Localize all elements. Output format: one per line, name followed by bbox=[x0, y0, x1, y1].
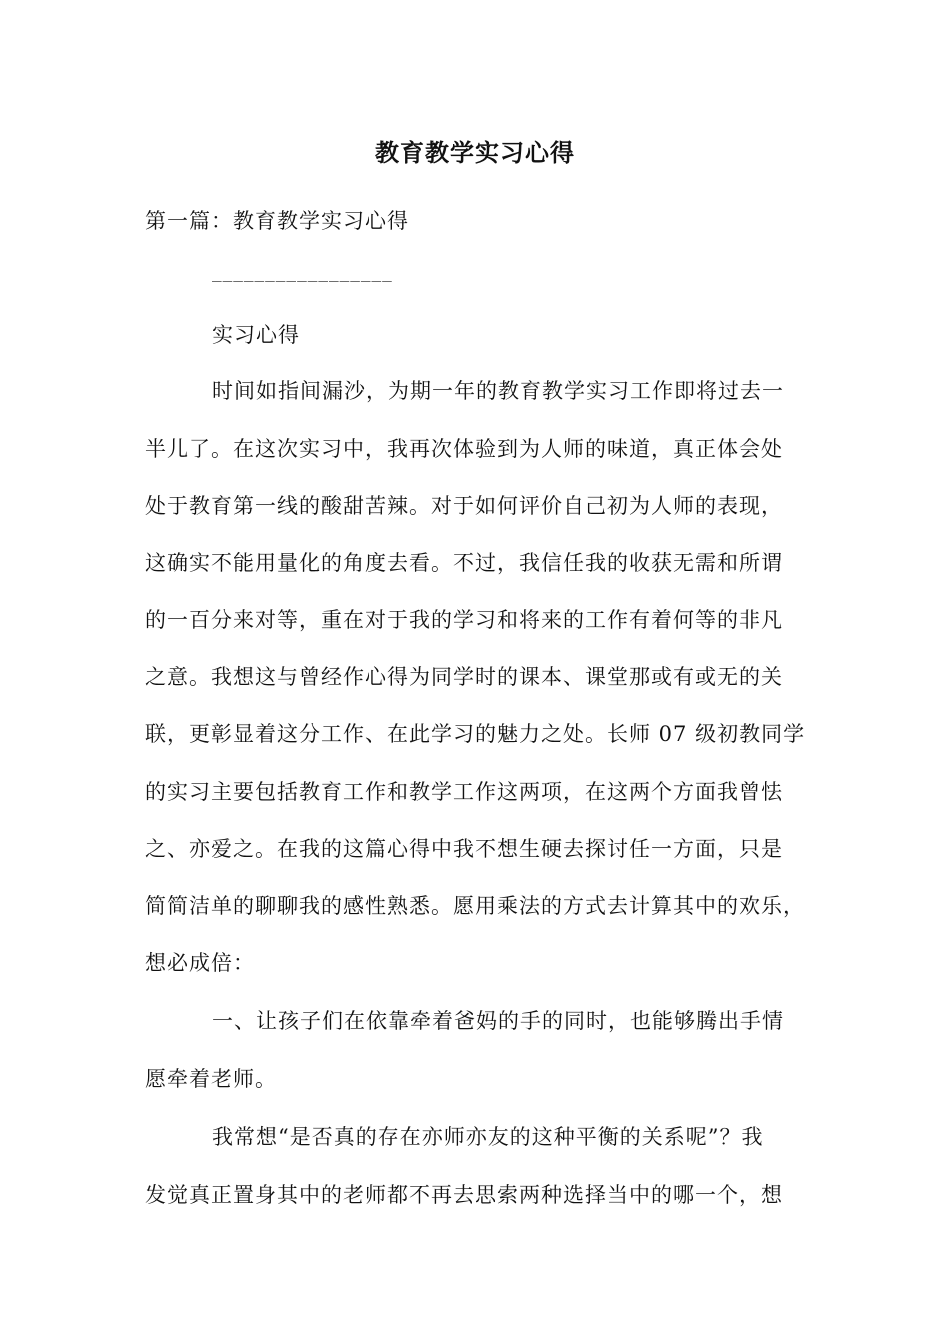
paragraph-line: 一、让孩子们在依靠牵着爸妈的手的同时，也能够腾出手情 bbox=[212, 1009, 784, 1033]
paragraph-line: 半儿了。在这次实习中，我再次体验到为人师的味道，真正体会处 bbox=[145, 437, 783, 461]
separator-line: _________________ bbox=[212, 263, 393, 282]
paragraph-line: 之、亦爱之。在我的这篇心得中我不想生硬去探讨任一方面，只是 bbox=[145, 837, 783, 861]
paragraph-line: 的一百分来对等，重在对于我的学习和将来的工作有着何等的非凡 bbox=[145, 608, 783, 632]
paragraph-line: 时间如指间漏沙，为期一年的教育教学实习工作即将过去一 bbox=[212, 379, 784, 403]
document-title: 教育教学实习心得 bbox=[375, 138, 575, 167]
paragraph-line: 发觉真正置身其中的老师都不再去思索两种选择当中的哪一个，想 bbox=[145, 1183, 783, 1207]
paragraph-line: 之意。我想这与曾经作心得为同学时的课本、课堂那或有或无的关 bbox=[145, 665, 783, 689]
paragraph-line: 愿牵着老师。 bbox=[145, 1067, 277, 1091]
section-heading: 第一篇：教育教学实习心得 bbox=[145, 209, 409, 233]
paragraph-line: 这确实不能用量化的角度去看。不过，我信任我的收获无需和所谓 bbox=[145, 551, 783, 575]
subheading: 实习心得 bbox=[212, 323, 300, 347]
paragraph-line: 的实习主要包括教育工作和教学工作这两项，在这两个方面我曾怯 bbox=[145, 780, 783, 804]
paragraph-line: 联，更彰显着这分工作、在此学习的魅力之处。长师 07 级初教同学 bbox=[145, 722, 806, 746]
paragraph-line: 简简洁单的聊聊我的感性熟悉。愿用乘法的方式去计算其中的欢乐， bbox=[145, 894, 805, 918]
paragraph-line: 想必成倍： bbox=[145, 951, 255, 975]
paragraph-line: 处于教育第一线的酸甜苦辣。对于如何评价自己初为人师的表现， bbox=[145, 494, 783, 518]
paragraph-line: 我常想“是否真的存在亦师亦友的这种平衡的关系呢”？我 bbox=[212, 1125, 764, 1149]
